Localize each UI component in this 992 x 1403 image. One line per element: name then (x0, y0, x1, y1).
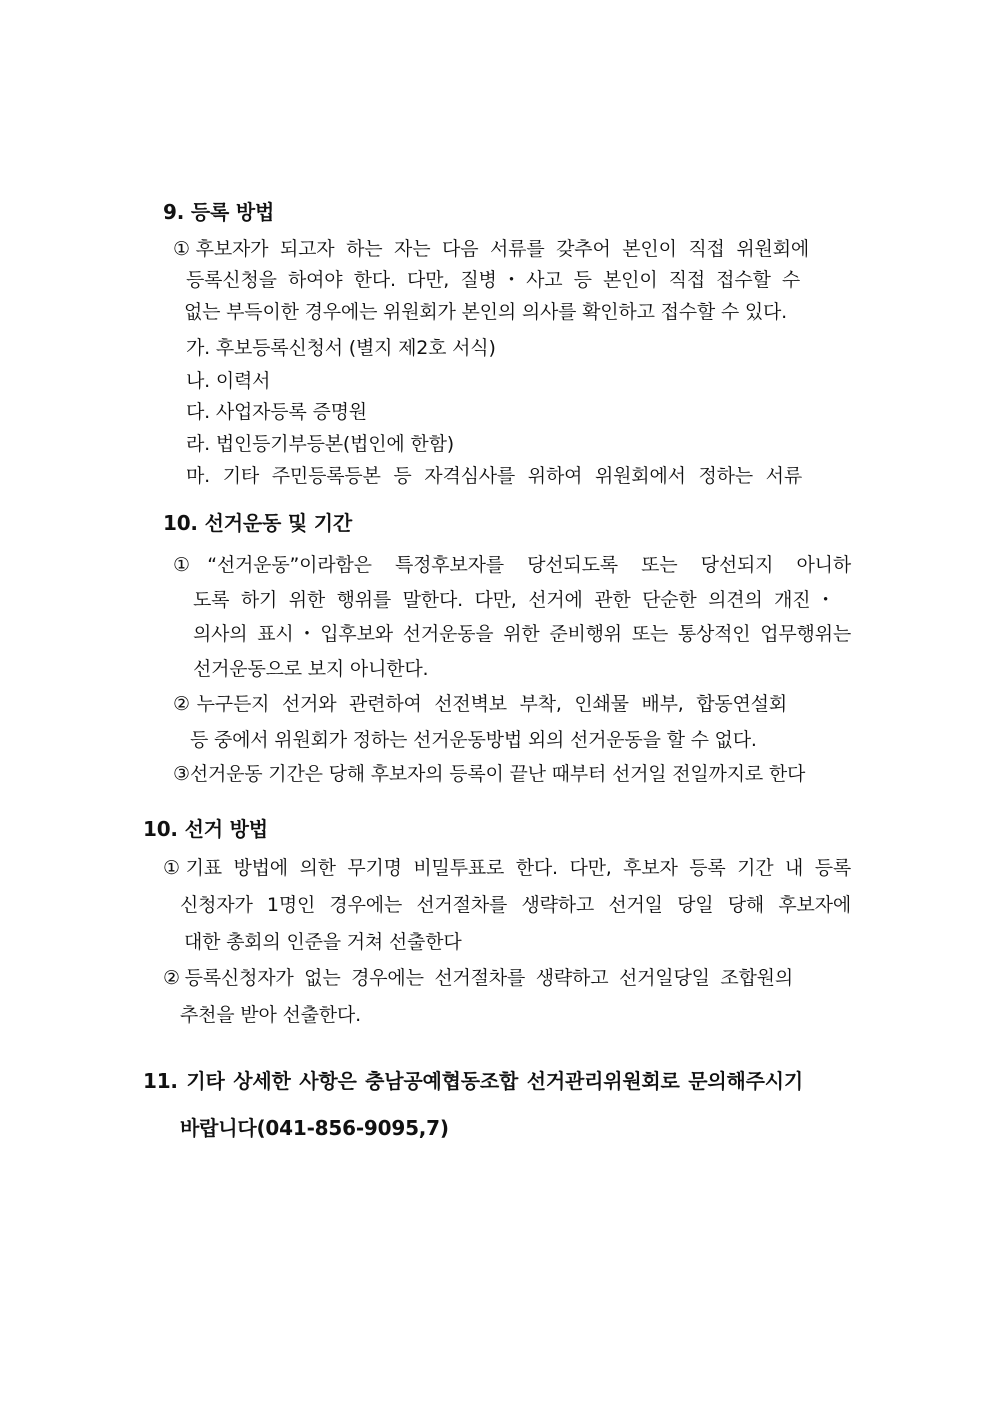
section-heading-other-info: 11. 기타 상세한 사항은 충남공예협동조합 선거관리위원회로 문의해주시기 (143, 1069, 803, 1093)
campaign-item-1-line-3: 의사의 표시・입후보와 선거운동을 위한 준비행위 또는 통상적인 업무행위는 (193, 623, 851, 645)
method-item-1-line-2: 신청자가 1명인 경우에는 선거절차를 생략하고 선거일 당일 당해 후보자에 (180, 894, 851, 916)
registration-subitem-ra: 라. 법인등기부등본(법인에 한함) (186, 433, 454, 455)
method-item-1-line-3: 대한 총회의 인준을 거쳐 선출한다 (184, 931, 462, 953)
registration-subitem-ga: 가. 후보등록신청서 (별지 제2호 서식) (186, 337, 496, 359)
campaign-item-1-line-2: 도록 하기 위한 행위를 말한다. 다만, 선거에 관한 단순한 의견의 개진・ (193, 589, 835, 611)
registration-item-1-line-3: 없는 부득이한 경우에는 위원회가 본인의 의사를 확인하고 접수할 수 있다. (184, 301, 788, 323)
campaign-item-1-line-1: ①“선거운동”이라함은 특정후보자를 당선되도록 또는 당선되지 아니하 (173, 554, 851, 576)
campaign-item-2-line-1: ②누구든지 선거와 관련하여 선전벽보 부착, 인쇄물 배부, 합동연설회 (173, 693, 787, 715)
registration-item-1-line-1: ①후보자가 되고자 하는 자는 다음 서류를 갖추어 본인이 직접 위원회에 (173, 238, 809, 260)
registration-subitem-da: 다. 사업자등록 증명원 (186, 401, 367, 423)
campaign-item-3-line-1: ③선거운동 기간은 당해 후보자의 등록이 끝난 때부터 선거일 전일까지로 한다 (173, 763, 806, 785)
other-info-contact-line: 바랍니다(041-856-9095,7) (180, 1116, 449, 1140)
section-heading-election-method: 10. 선거 방법 (143, 817, 268, 841)
campaign-item-2-line-2: 등 중에서 위원회가 정하는 선거운동방법 외의 선거운동을 할 수 없다. (190, 729, 757, 751)
section-heading-registration: 9. 등록 방법 (163, 200, 275, 224)
registration-item-1-line-2: 등록신청을 하여야 한다. 다만, 질병・사고 등 본인이 직접 접수할 수 (186, 269, 800, 291)
registration-subitem-na: 나. 이력서 (186, 370, 271, 392)
section-heading-campaign: 10. 선거운동 및 기간 (163, 511, 352, 535)
registration-subitem-ma: 마. 기타 주민등록등본 등 자격심사를 위하여 위원회에서 정하는 서류 (186, 465, 802, 487)
campaign-item-1-line-4: 선거운동으로 보지 아니한다. (193, 658, 429, 680)
method-item-1-line-1: ①기표 방법에 의한 무기명 비밀투표로 한다. 다만, 후보자 등록 기간 내 등록 (163, 857, 851, 879)
method-item-2-line-1: ②등록신청자가 없는 경우에는 선거절차를 생략하고 선거일당일 조합원의 (163, 967, 793, 989)
method-item-2-line-2: 추천을 받아 선출한다. (180, 1004, 361, 1026)
